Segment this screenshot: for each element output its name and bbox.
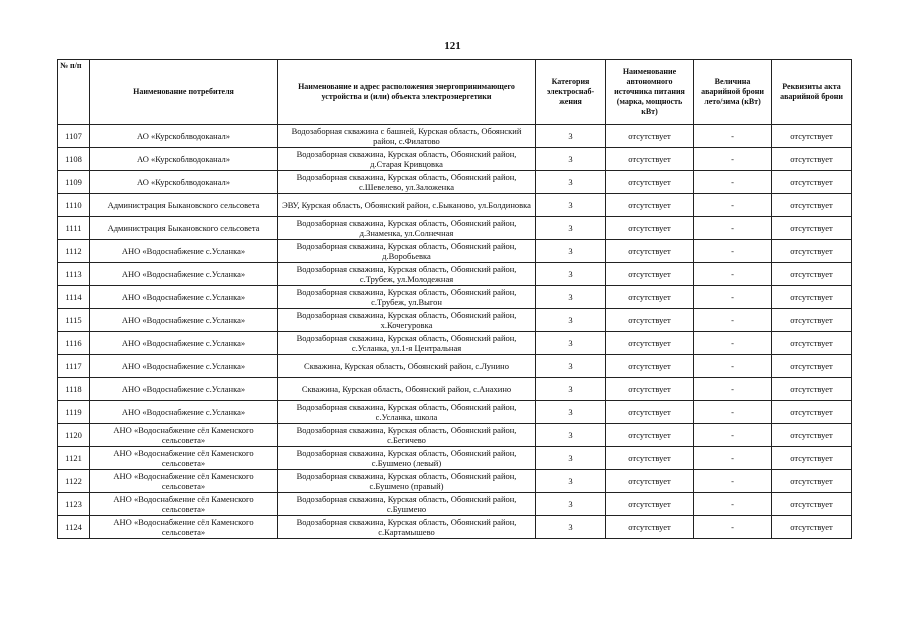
supply-category: 3 xyxy=(536,240,606,263)
supply-category: 3 xyxy=(536,401,606,424)
autonomous-source: отсутствует xyxy=(606,286,694,309)
autonomous-source: отсутствует xyxy=(606,309,694,332)
reserve-value: - xyxy=(694,148,772,171)
object-address: Водозаборная скважина, Курская область, Обоянский район, с.Бегичево xyxy=(278,424,536,447)
reserve-value: - xyxy=(694,171,772,194)
autonomous-source: отсутствует xyxy=(606,378,694,401)
row-number: 1122 xyxy=(58,470,90,493)
act-details: отсутствует xyxy=(772,447,852,470)
consumer-name: АНО «Водоснабжение сёл Каменского сельсовета» xyxy=(90,493,278,516)
act-details: отсутствует xyxy=(772,148,852,171)
table-row xyxy=(58,447,852,470)
table-row xyxy=(58,493,852,516)
object-address: Водозаборная скважина, Курская область, Обоянский район, х.Кочегуровка xyxy=(278,309,536,332)
table-row xyxy=(58,470,852,493)
autonomous-source: отсутствует xyxy=(606,401,694,424)
supply-category: 3 xyxy=(536,378,606,401)
object-address: Водозаборная скважина с башней, Курская область, Обоянский район, с.Филатово xyxy=(278,125,536,148)
supply-category: 3 xyxy=(536,309,606,332)
row-number: 1118 xyxy=(58,378,90,401)
consumer-name: АО «Курскоблводоканал» xyxy=(90,148,278,171)
act-details: отсутствует xyxy=(772,125,852,148)
supply-category: 3 xyxy=(536,493,606,516)
supply-category: 3 xyxy=(536,470,606,493)
object-address: Водозаборная скважина, Курская область, Обоянский район, с.Бушмено (правый) xyxy=(278,470,536,493)
supply-category: 3 xyxy=(536,125,606,148)
supply-category: 3 xyxy=(536,286,606,309)
consumer-name: АНО «Водоснабжение с.Усланка» xyxy=(90,309,278,332)
consumer-name: АНО «Водоснабжение с.Усланка» xyxy=(90,240,278,263)
act-details: отсутствует xyxy=(772,309,852,332)
autonomous-source: отсутствует xyxy=(606,148,694,171)
consumer-name: АО «Курскоблводоканал» xyxy=(90,125,278,148)
act-details: отсутствует xyxy=(772,516,852,539)
table-row xyxy=(58,263,852,286)
act-details: отсутствует xyxy=(772,493,852,516)
supply-category: 3 xyxy=(536,217,606,240)
object-address: Скважина, Курская область, Обоянский район, с.Анахино xyxy=(278,378,536,401)
act-details: отсутствует xyxy=(772,378,852,401)
reserve-value: - xyxy=(694,332,772,355)
emergency-reserve-table xyxy=(57,59,852,539)
object-address: Водозаборная скважина, Курская область, Обоянский район, с.Трубеж, ул.Молодежная xyxy=(278,263,536,286)
act-details: отсутствует xyxy=(772,240,852,263)
header-act: Реквизиты акта аварийной брони xyxy=(772,60,852,125)
act-details: отсутствует xyxy=(772,286,852,309)
table-row xyxy=(58,217,852,240)
act-details: отсутствует xyxy=(772,401,852,424)
page-number: 121 xyxy=(444,40,461,52)
reserve-value: - xyxy=(694,424,772,447)
supply-category: 3 xyxy=(536,424,606,447)
table-row xyxy=(58,125,852,148)
object-address: ЭВУ, Курская область, Обоянский район, с.Быканово, ул.Болдиновка xyxy=(278,194,536,217)
autonomous-source: отсутствует xyxy=(606,263,694,286)
autonomous-source: отсутствует xyxy=(606,447,694,470)
consumer-name: АО «Курскоблводоканал» xyxy=(90,171,278,194)
autonomous-source: отсутствует xyxy=(606,470,694,493)
row-number: 1113 xyxy=(58,263,90,286)
consumer-name: АНО «Водоснабжение сёл Каменского сельсовета» xyxy=(90,470,278,493)
autonomous-source: отсутствует xyxy=(606,516,694,539)
autonomous-source: отсутствует xyxy=(606,332,694,355)
supply-category: 3 xyxy=(536,263,606,286)
act-details: отсутствует xyxy=(772,171,852,194)
table-row xyxy=(58,378,852,401)
header-num: № п/п xyxy=(58,60,90,125)
row-number: 1114 xyxy=(58,286,90,309)
act-details: отсутствует xyxy=(772,424,852,447)
row-number: 1116 xyxy=(58,332,90,355)
act-details: отсутствует xyxy=(772,194,852,217)
supply-category: 3 xyxy=(536,194,606,217)
supply-category: 3 xyxy=(536,332,606,355)
reserve-value: - xyxy=(694,309,772,332)
row-number: 1109 xyxy=(58,171,90,194)
header-reserve: Величина аварийной брони лето/зима (кВт) xyxy=(694,60,772,125)
act-details: отсутствует xyxy=(772,470,852,493)
table-header-row xyxy=(58,60,852,125)
supply-category: 3 xyxy=(536,355,606,378)
row-number: 1108 xyxy=(58,148,90,171)
reserve-value: - xyxy=(694,240,772,263)
consumer-name: АНО «Водоснабжение с.Усланка» xyxy=(90,401,278,424)
object-address: Водозаборная скважина, Курская область, Обоянский район, с.Картамышево xyxy=(278,516,536,539)
act-details: отсутствует xyxy=(772,355,852,378)
supply-category: 3 xyxy=(536,447,606,470)
reserve-value: - xyxy=(694,217,772,240)
row-number: 1124 xyxy=(58,516,90,539)
reserve-value: - xyxy=(694,493,772,516)
consumer-name: АНО «Водоснабжение с.Усланка» xyxy=(90,355,278,378)
object-address: Водозаборная скважина, Курская область, Обоянский район, с.Шевелево, ул.Заложенка xyxy=(278,171,536,194)
table-row xyxy=(58,171,852,194)
object-address: Водозаборная скважина, Курская область, Обоянский район, д.Знаменка, ул.Солнечная xyxy=(278,217,536,240)
consumer-name: АНО «Водоснабжение с.Усланка» xyxy=(90,332,278,355)
consumer-name: АНО «Водоснабжение с.Усланка» xyxy=(90,263,278,286)
reserve-value: - xyxy=(694,355,772,378)
row-number: 1112 xyxy=(58,240,90,263)
row-number: 1121 xyxy=(58,447,90,470)
reserve-value: - xyxy=(694,125,772,148)
table-row xyxy=(58,332,852,355)
object-address: Водозаборная скважина, Курская область, Обоянский район, с.Усланка, школа xyxy=(278,401,536,424)
reserve-value: - xyxy=(694,286,772,309)
autonomous-source: отсутствует xyxy=(606,194,694,217)
reserve-value: - xyxy=(694,516,772,539)
autonomous-source: отсутствует xyxy=(606,240,694,263)
consumer-name: АНО «Водоснабжение сёл Каменского сельсовета» xyxy=(90,516,278,539)
row-number: 1120 xyxy=(58,424,90,447)
table-row xyxy=(58,401,852,424)
table-row xyxy=(58,194,852,217)
supply-category: 3 xyxy=(536,148,606,171)
table-row xyxy=(58,355,852,378)
header-consumer: Наименование потребителя xyxy=(90,60,278,125)
header-category: Категория электроснаб-жения xyxy=(536,60,606,125)
row-number: 1111 xyxy=(58,217,90,240)
consumer-name: Администрация Быкановского сельсовета xyxy=(90,194,278,217)
object-address: Водозаборная скважина, Курская область, Обоянский район, с.Бушмено (левый) xyxy=(278,447,536,470)
act-details: отсутствует xyxy=(772,263,852,286)
reserve-value: - xyxy=(694,401,772,424)
consumer-name: АНО «Водоснабжение сёл Каменского сельсовета» xyxy=(90,424,278,447)
consumer-name: АНО «Водоснабжение с.Усланка» xyxy=(90,286,278,309)
consumer-name: АНО «Водоснабжение с.Усланка» xyxy=(90,378,278,401)
row-number: 1110 xyxy=(58,194,90,217)
table-row xyxy=(58,516,852,539)
reserve-value: - xyxy=(694,194,772,217)
object-address: Водозаборная скважина, Курская область, Обоянский район, д.Воробьевка xyxy=(278,240,536,263)
row-number: 1123 xyxy=(58,493,90,516)
autonomous-source: отсутствует xyxy=(606,424,694,447)
row-number: 1107 xyxy=(58,125,90,148)
supply-category: 3 xyxy=(536,171,606,194)
row-number: 1119 xyxy=(58,401,90,424)
object-address: Водозаборная скважина, Курская область, Обоянский район, с.Трубеж, ул.Выгон xyxy=(278,286,536,309)
row-number: 1117 xyxy=(58,355,90,378)
header-source: Наименование автономного источника питания (марка, мощность кВт) xyxy=(606,60,694,125)
consumer-name: АНО «Водоснабжение сёл Каменского сельсовета» xyxy=(90,447,278,470)
autonomous-source: отсутствует xyxy=(606,355,694,378)
table-row xyxy=(58,424,852,447)
autonomous-source: отсутствует xyxy=(606,217,694,240)
reserve-value: - xyxy=(694,447,772,470)
row-number: 1115 xyxy=(58,309,90,332)
reserve-value: - xyxy=(694,263,772,286)
header-address: Наименование и адрес расположения энергопринимающего устройства и (или) объекта электроэнергетики xyxy=(278,60,536,125)
table-row xyxy=(58,286,852,309)
reserve-value: - xyxy=(694,378,772,401)
object-address: Скважина, Курская область, Обоянский район, с.Лунино xyxy=(278,355,536,378)
act-details: отсутствует xyxy=(772,217,852,240)
supply-category: 3 xyxy=(536,516,606,539)
autonomous-source: отсутствует xyxy=(606,125,694,148)
object-address: Водозаборная скважина, Курская область, Обоянский район, д.Старая Кривцовка xyxy=(278,148,536,171)
autonomous-source: отсутствует xyxy=(606,171,694,194)
consumer-name: Администрация Быкановского сельсовета xyxy=(90,217,278,240)
object-address: Водозаборная скважина, Курская область, Обоянский район, с.Бушмено xyxy=(278,493,536,516)
object-address: Водозаборная скважина, Курская область, Обоянский район, с.Усланка, ул.1-я Центральная xyxy=(278,332,536,355)
reserve-value: - xyxy=(694,470,772,493)
table-row xyxy=(58,148,852,171)
autonomous-source: отсутствует xyxy=(606,493,694,516)
act-details: отсутствует xyxy=(772,332,852,355)
table-row xyxy=(58,309,852,332)
table-row xyxy=(58,240,852,263)
